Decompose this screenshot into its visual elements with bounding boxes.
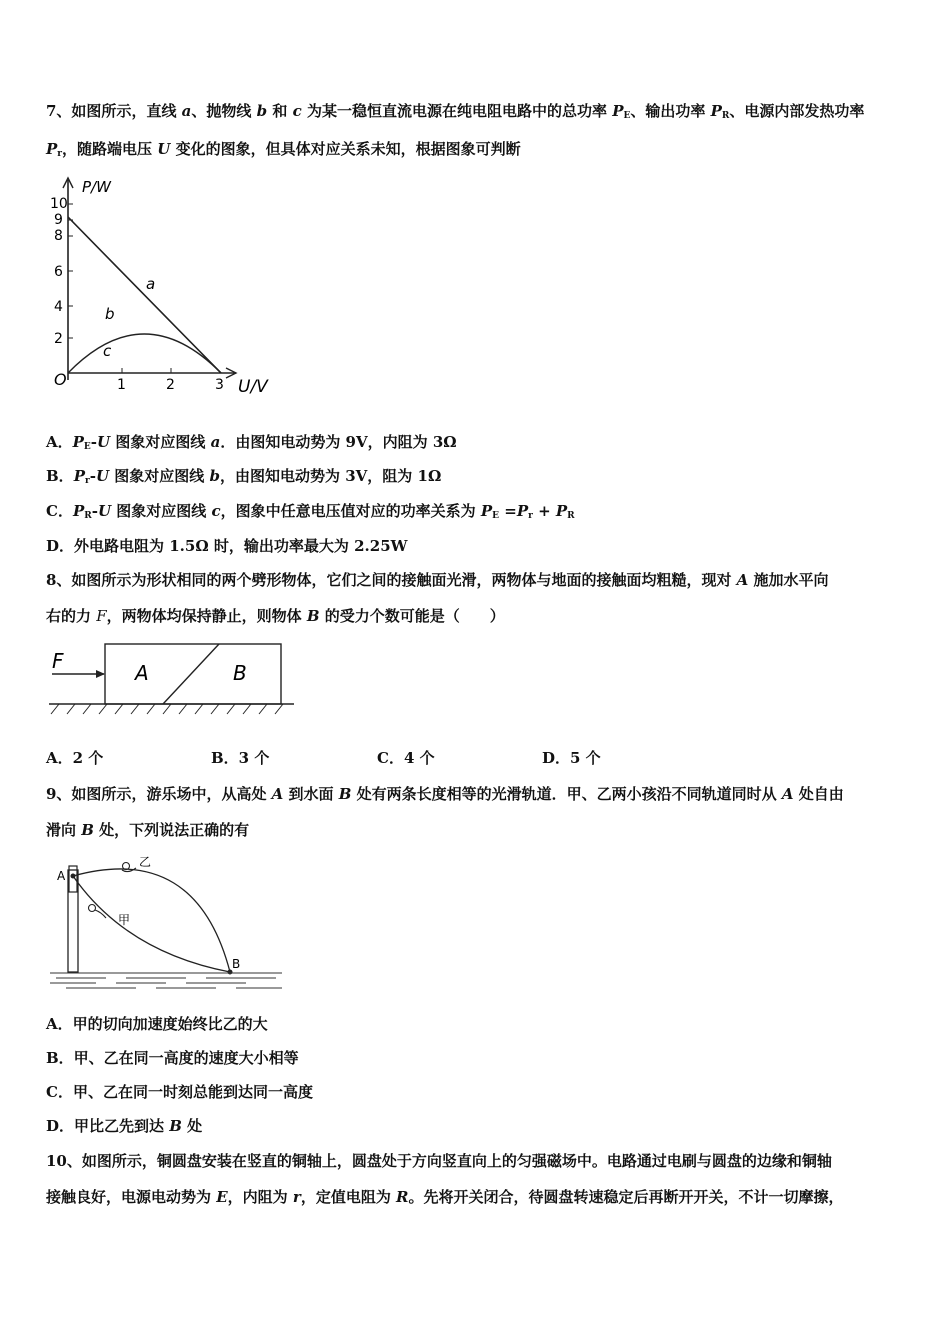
wedge-contact-surface <box>163 644 219 704</box>
q8-option-c: C．4 个 <box>377 749 435 767</box>
x-tick-2: 2 <box>166 377 175 393</box>
y-tick-10: 10 <box>50 196 68 212</box>
q8-option-b: B．3 个 <box>211 749 270 767</box>
q8-option-a: A．2 个 <box>46 749 104 767</box>
q10-stem-line2: 接触良好，电源电动势为 E，内阻为 r，定值电阻为 R。先将开关闭合，待圆盘转速稳定后再断开开关，不计一切摩擦， <box>46 1188 844 1206</box>
q7-power-graph <box>46 172 286 404</box>
parabola-c <box>68 334 221 373</box>
parabola-b <box>68 217 221 373</box>
label-yi: 乙 <box>139 855 152 869</box>
wedge-outline <box>105 644 281 704</box>
q10-stem-line1: 10、如图所示，铜圆盘安装在竖直的铜轴上，圆盘处于方向竖直向上的匀强磁场中。电路通过电刷与圆盘的边缘和铜轴 <box>46 1152 832 1170</box>
q7-stem-line1: 7、如图所示，直线 a、抛物线 b 和 c 为某一稳恒直流电源在纯电阻电路中的总功率 $P_E$、输出功率 $P_R$、电源内部发热功率 <box>46 102 865 121</box>
block-b-label: B <box>233 661 247 685</box>
point-b-label: B <box>232 957 241 971</box>
q9-slide-figure <box>46 852 286 1002</box>
q7-option-d: D．外电路电阻为 1.5Ω 时，输出功率最大为 2.25W <box>46 537 408 555</box>
y-tick-6: 6 <box>54 264 63 280</box>
curve-label-b: b <box>105 305 115 323</box>
q9-stem-line2: 滑向 B 处，下列说法正确的有 <box>46 821 250 839</box>
label-jia: 甲 <box>118 913 131 927</box>
q9-option-a: A．甲的切向加速度始终比乙的大 <box>46 1015 268 1033</box>
q8-wedge-figure <box>46 638 298 724</box>
q9-option-d: D．甲比乙先到达 B 处 <box>46 1117 203 1135</box>
track-yi <box>73 869 230 972</box>
y-tick-2: 2 <box>54 331 63 347</box>
track-jia <box>73 876 230 972</box>
curve-label-c: c <box>103 342 112 360</box>
curve-label-a: a <box>146 275 156 293</box>
q7-option-b: B．$P_r-U$ 图象对应图线 b，由图知电动势为 3V，阻为 1Ω <box>46 467 442 486</box>
point-a-label: A <box>57 869 66 883</box>
ground-hatching <box>51 704 283 714</box>
y-tick-8: 8 <box>54 228 63 244</box>
q9-option-c: C．甲、乙在同一时刻总能到达同一高度 <box>46 1083 313 1101</box>
q7-option-c: C．$P_R-U$ 图象对应图线 c，图象中任意电压值对应的功率关系为 $P_E =P_r + P_R$ <box>46 502 575 521</box>
q8-option-d: D．5 个 <box>542 749 601 767</box>
q7-stem-line2: $P_r$，随路端电压 U 变化的图象，但具体对应关系未知，根据图象可判断 <box>46 140 521 159</box>
point-a-dot <box>71 874 76 879</box>
y-axis-label: P/W <box>82 178 111 196</box>
y-tick-4: 4 <box>54 299 63 315</box>
force-arrowhead <box>96 670 105 678</box>
block-a-label: A <box>135 661 149 685</box>
y-tick-9: 9 <box>54 212 63 228</box>
x-axis-label: U/V <box>238 377 268 397</box>
q9-stem-line1: 9、如图所示，游乐场中，从高处 A 到水面 B 处有两条长度相等的光滑轨道．甲、乙两小孩沿不同轨道同时从 A 处自由 <box>46 785 844 803</box>
q8-stem-line1: 8、如图所示为形状相同的两个劈形物体，它们之间的接触面光滑，两物体与地面的接触面均粗糙，现对 A 施加水平向 <box>46 571 829 589</box>
q8-stem-line2: 右的力 F，两物体均保持静止，则物体 B 的受力个数可能是（ ） <box>46 607 505 625</box>
q7-option-a: A．$P_E-U$ 图象对应图线 a．由图知电动势为 9V，内阻为 3Ω <box>46 433 457 452</box>
x-tick-1: 1 <box>117 377 126 393</box>
water-lines <box>50 973 282 988</box>
x-tick-3: 3 <box>215 377 224 393</box>
force-label: F <box>52 649 64 673</box>
origin-label: O <box>54 370 67 389</box>
q9-option-b: B．甲、乙在同一高度的速度大小相等 <box>46 1049 299 1067</box>
